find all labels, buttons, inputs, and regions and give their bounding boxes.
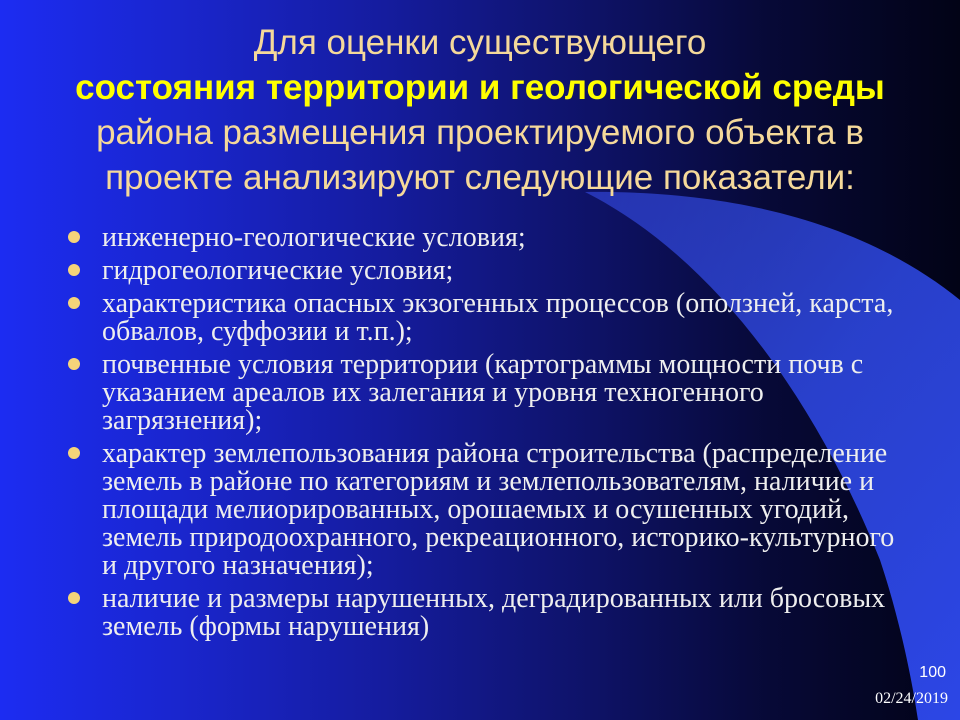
bullet-text: характеристика опасных экзогенных процессов (оползней, карста, обвалов, суффозии и т.п.); [102,288,894,347]
title-line-4: проекте анализируют следующие показатели: [105,158,855,197]
bullet-list [66,224,896,646]
bullet-item [66,440,896,580]
bullet-text: характер землепользования района строительства (распределение земель в районе по категориям и землепользователям, наличие и площади мелиорированных, орошаемых и осушенных угодий, земель природоохранного, рекреационного, историко-культурного и другого назначения); [102,438,895,581]
bullet-item [66,257,896,285]
slide-title [20,20,940,200]
bullet-text: гидрогеологические условия; [102,255,454,286]
bullet-item [66,585,896,641]
bullet-dot-icon [68,592,80,604]
page-number: 100 [919,664,946,681]
title-line-1: Для оценки существующего [253,23,707,62]
bullet-dot-icon [68,264,80,276]
title-line-3: района размещения проектируемого объекта в [96,113,864,152]
bullet-item [66,290,896,346]
bullet-text: наличие и размеры нарушенных, деградированных или бросовых земель (формы нарушения) [102,583,886,642]
title-line-2-highlight: состояния территории и геологической среды [75,68,885,107]
bullet-text: почвенные условия территории (картограммы мощности почв с указанием ареалов их залегания и уровня техногенного загрязнения); [102,349,864,436]
bullet-text: инженерно-геологические условия; [102,222,526,253]
slide-date: 02/24/2019 [875,690,948,707]
bullet-dot-icon [68,231,80,243]
bullet-item [66,224,896,252]
bullet-dot-icon [68,297,80,309]
bullet-item [66,351,896,435]
bullet-dot-icon [68,447,80,459]
bullet-dot-icon [68,358,80,370]
